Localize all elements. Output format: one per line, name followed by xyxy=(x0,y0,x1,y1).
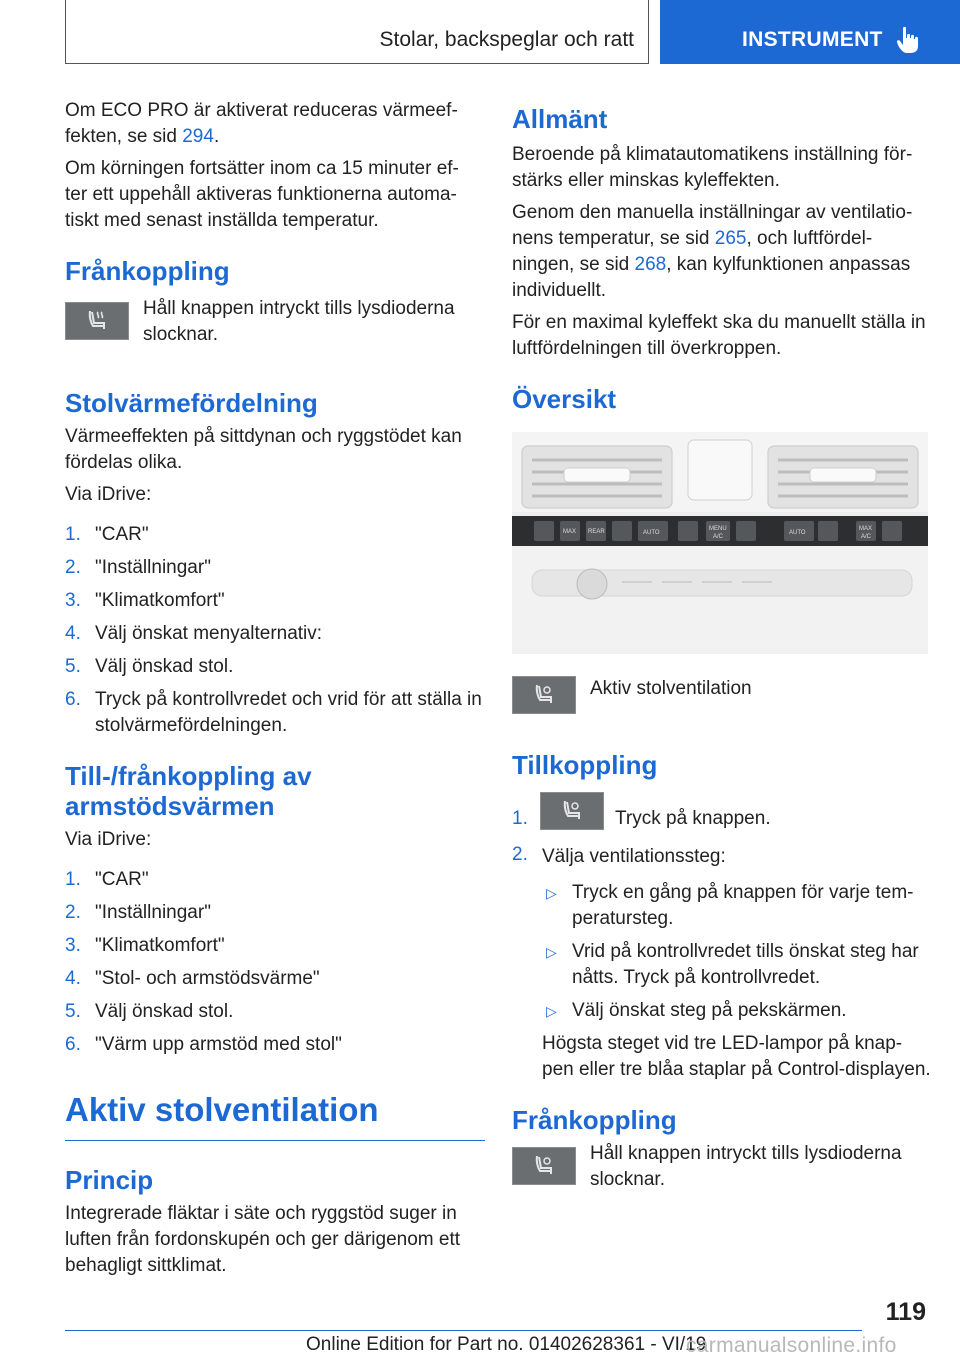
heading-allmant: Allmänt xyxy=(512,104,608,134)
off-instruction-text: Håll knappen intryckt tills lysdioderna slocknar. xyxy=(143,298,455,345)
ventilation-icon-row xyxy=(512,670,932,726)
list-item: 1. "CAR" xyxy=(65,524,149,545)
distribution-steps xyxy=(65,522,485,739)
distribution-via: Via iDrive: xyxy=(65,484,152,505)
list-item: 2. "Inställningar" xyxy=(65,557,211,578)
list-item: ▷ Tryck en gång på knappen för varje tem‐ peratursteg. xyxy=(546,882,914,929)
distribution-text: Värmeeffekten på sittdynan och ryggstödet kan fördelas olika. xyxy=(65,426,462,473)
seat-ventilation-button-icon xyxy=(512,676,576,714)
eco-pro-paragraph: Om ECO PRO är aktiverat reduceras värmeef‐ fekten, se sid 294. xyxy=(65,100,458,147)
general-paragraph-3: För en maximal kyleffekt ska du manuellt ställa in luftfördelningen till överkroppen. xyxy=(512,312,926,359)
page-link-294[interactable]: 294 xyxy=(182,126,214,147)
header-section-box xyxy=(65,0,649,64)
off-instruction xyxy=(65,296,485,348)
list-item: 4. Välj önskat menyalternativ: xyxy=(65,623,323,644)
list-item: 3. "Klimatkomfort" xyxy=(65,590,225,611)
general-paragraph-2: Genom den manuella inställningar av ventilatio‐ nens temperatur, se sid 265, och luftfördel‐ ningen, se sid 268, kan kylfunktionen anpassas individuellt. xyxy=(512,202,913,301)
watermark: carmanualsonline.info xyxy=(686,1334,897,1357)
footer-edition: Online Edition for Part no. 01402628361 - VI/19 xyxy=(306,1334,707,1355)
on-step-2: 2. Välja ventilationssteg: ▷ Tryck en gång på knappen för varje tem‐ peratursteg. ▷ Vrid på kontrollvredet tills önskat steg har nåtts. Tryck på kontrollvredet. ▷ Välj önskat steg på pekskärmen. Högsta steget vid tre LED-lampor på knap‐ pen eller tre blåa staplar på Control-displayen. xyxy=(512,844,932,1083)
panel-label: A/C xyxy=(713,534,724,540)
seat-ventilation-button-icon xyxy=(540,792,604,830)
armrest-steps xyxy=(65,867,485,1058)
header-chapter-tab[interactable] xyxy=(660,0,960,64)
seat-heating-button-icon xyxy=(65,302,129,340)
ventilation-caption: Aktiv stolventilation xyxy=(590,678,752,699)
heading-armstodsvarme: Till-/frånkoppling av armstödsvärmen xyxy=(65,761,312,821)
header-section-title: Stolar, backspeglar och ratt xyxy=(379,28,634,51)
list-item: ▷ Välj önskat steg på pekskärmen. xyxy=(546,1000,847,1021)
princip-text: Integrerade fläktar i säte och ryggstöd suger in luften från fordonskupén och ger därigenom ett behagligt sittklimat. xyxy=(65,1203,461,1276)
ventilation-note: Högsta steget vid tre LED-lampor på knap‐ pen eller tre blåa staplar på Control-displayen. xyxy=(542,1033,931,1080)
heading-aktiv-stolventilation: Aktiv stolventilation xyxy=(65,1091,379,1128)
panel-label: MENU xyxy=(709,526,727,532)
climate-panel-illustration xyxy=(512,432,928,654)
seat-ventilation-button-icon xyxy=(512,1147,576,1185)
section-divider xyxy=(65,1140,485,1141)
off-instruction-2 xyxy=(512,1141,932,1193)
list-item: 6. "Värm upp armstöd med stol" xyxy=(65,1034,342,1055)
list-item: 2. "Inställningar" xyxy=(65,902,211,923)
panel-label: REAR xyxy=(588,529,605,535)
panel-label: MAX xyxy=(859,526,873,532)
heading-frankoppling-2: Frånkoppling xyxy=(512,1105,677,1135)
ventilation-options xyxy=(542,880,932,1024)
list-item: ▷ Vrid på kontrollvredet tills önskat steg har nåtts. Tryck på kontrollvredet. xyxy=(546,941,919,988)
page-number: 119 xyxy=(885,1298,926,1326)
heading-oversikt: Översikt xyxy=(512,384,617,414)
heading-frankoppling: Frånkoppling xyxy=(65,256,230,286)
heading-stolvarmefordelning: Stolvärmefördelning xyxy=(65,388,318,418)
page-link-268[interactable]: 268 xyxy=(634,254,667,275)
list-item: 5. Välj önskad stol. xyxy=(65,1001,234,1022)
off-instruction-text-2: Håll knappen intryckt tills lysdioderna slocknar. xyxy=(590,1143,902,1190)
panel-label: AUTO xyxy=(643,530,660,536)
climate-panel-drawing xyxy=(512,432,928,654)
panel-label: AUTO xyxy=(789,530,806,536)
list-item: 6. Tryck på kontrollvredet och vrid för att ställa in stolvärmefördelningen. xyxy=(65,689,482,736)
page-link-265[interactable]: 265 xyxy=(714,228,747,249)
right-column xyxy=(512,104,932,1193)
restart-paragraph: Om körningen fortsätter inom ca 15 minuter ef‐ ter ett uppehåll aktiveras funktionerna automa‐ tiskt med senast inställda temperatur. xyxy=(65,158,459,231)
heading-tillkoppling: Tillkoppling xyxy=(512,750,658,780)
list-item: 3. "Klimatkomfort" xyxy=(65,935,225,956)
footer-divider xyxy=(65,1330,862,1331)
armrest-via: Via iDrive: xyxy=(65,829,152,850)
list-item: 5. Välj önskad stol. xyxy=(65,656,234,677)
left-column xyxy=(65,98,485,1285)
panel-label: MAX xyxy=(563,529,577,535)
heading-princip: Princip xyxy=(65,1165,154,1195)
header-chapter-title: INSTRUMENT xyxy=(742,28,883,51)
panel-label: A/C xyxy=(861,534,872,540)
list-item: 1. "CAR" xyxy=(65,869,149,890)
list-item: 4. "Stol- och armstödsvärme" xyxy=(65,968,320,989)
pointing-hand-icon xyxy=(896,26,922,54)
on-step-1: 1. Tryck på knappen. xyxy=(512,794,932,838)
general-paragraph-1: Beroende på klimatautomatikens inställning för‐ stärks eller minskas kyleffekten. xyxy=(512,144,913,191)
